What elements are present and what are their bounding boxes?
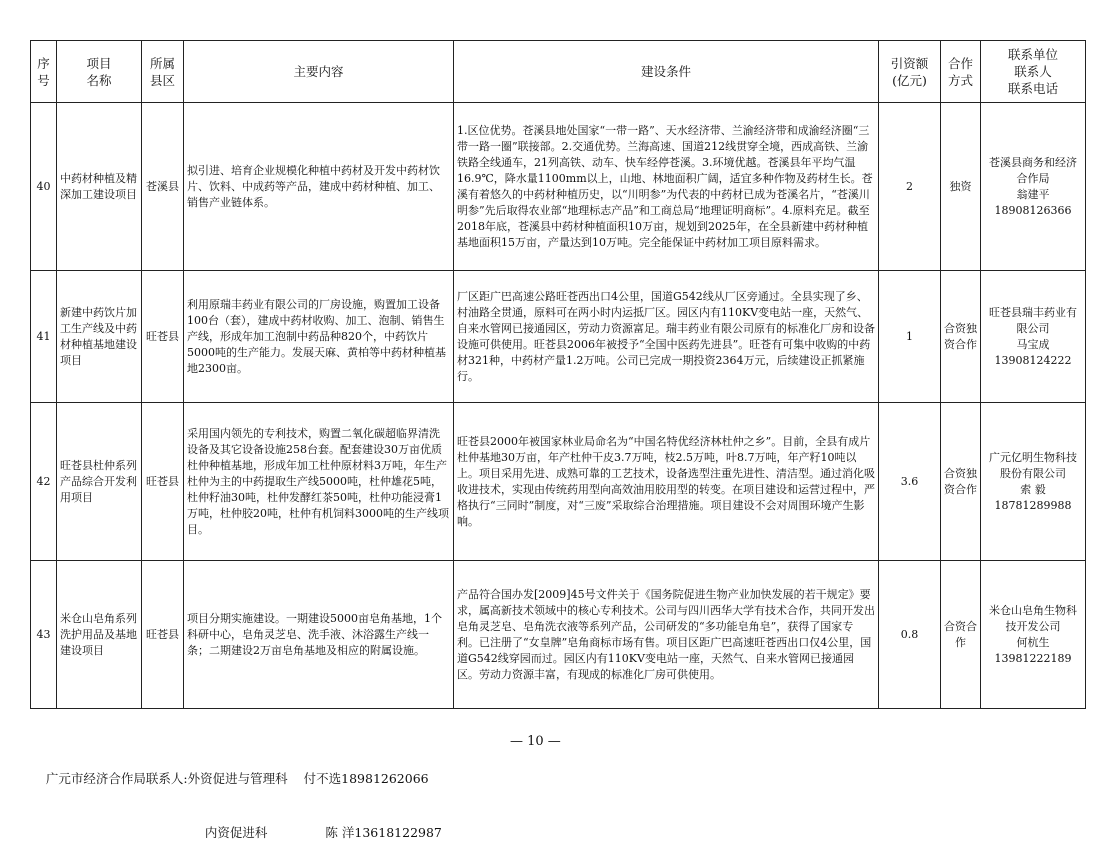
header-county: 所属 县区 (142, 41, 184, 103)
table-row (31, 271, 1086, 403)
footer-contact-domestic: 陈 洋13618122987 (325, 825, 442, 840)
table-row (31, 103, 1086, 271)
row-county: 旺苍县 (142, 403, 184, 561)
row-contact (981, 103, 1086, 271)
row-conditions: 产品符合国办发[2009]45号文件关于《国务院促进生物产业加快发展的若干规定》要求，属高新技术领域中的核心专利技术。公司与四川西华大学有技术合作，共同开发出皂角灵芝皂、皂角洗衣液等系列产品，公司研发的“多功能皂角皂”，获得了国家专利。已注册了“女皇牌”皂角商标市场有售。项目区距广巴高速旺苍西出口仅4公里，国道G542线穿园而过。园区内有110KV变电站一座，天然气、自来水管网已接通园区。劳动力资源丰富，有现成的标准化厂房可供使用。 (454, 561, 879, 709)
row-number: 41 (31, 271, 57, 403)
contact-person: 何杭生 (1016, 635, 1050, 649)
row-number: 40 (31, 103, 57, 271)
contact-unit: 米仓山皂角生物科技开发公司 (989, 603, 1077, 633)
contact-person: 马宝成 (1016, 337, 1050, 351)
footer-org-label: 广元市经济合作局联系人: (45, 771, 188, 786)
contact-phone: 13908124222 (994, 353, 1072, 367)
footer-contacts (30, 716, 442, 842)
header-cooperation-mode: 合作 方式 (941, 41, 981, 103)
contact-phone: 18781289988 (994, 498, 1072, 512)
row-number: 42 (31, 403, 57, 561)
row-contact (981, 403, 1086, 561)
row-contact (981, 271, 1086, 403)
table-row (31, 561, 1086, 709)
row-project-name: 中药材种植及精深加工建设项目 (57, 103, 142, 271)
header-project-name: 项目 名称 (57, 41, 142, 103)
row-cooperation-mode: 合资独资合作 (941, 271, 981, 403)
row-main-content: 利用原瑞丰药业有限公司的厂房设施，购置加工设备100台（套），建成中药材收购、加工、泡制、销售生产线，形成年加工泡制中药品种820个，中药饮片5000吨的生产能力。发展天麻、黄柏等中药材种植基地2300亩。 (184, 271, 454, 403)
row-county: 旺苍县 (142, 561, 184, 709)
header-conditions: 建设条件 (454, 41, 879, 103)
header-row (31, 41, 1086, 103)
row-conditions: 厂区距广巴高速公路旺苍西出口4公里，国道G542线从厂区旁通过。全县实现了乡、村油路全贯通，原料可在两小时内运抵厂区。园区内有110KV变电站一座，天然气、自来水管网已接通园区，劳动力资源富足。瑞丰药业有限公司原有的标准化厂房和设备设施可供使用。旺苍县2006年被授予“全国中医药先进县”。旺苍有可集中收购的中药材321种，中药材产量1.2万吨。公司已完成一期投资2364万元，后续建设正抓紧施行。 (454, 271, 879, 403)
header-main-content: 主要内容 (184, 41, 454, 103)
row-cooperation-mode: 合资合作 (941, 561, 981, 709)
contact-phone: 18908126366 (994, 203, 1072, 217)
contact-phone: 13981222189 (994, 651, 1072, 665)
contact-unit: 旺苍县瑞丰药业有限公司 (989, 305, 1077, 335)
row-main-content: 项目分期实施建设。一期建设5000亩皂角基地，1个科研中心，皂角灵芝皂、洗手液、沐浴露生产线一条；二期建设2万亩皂角基地及相应的附属设施。 (184, 561, 454, 709)
page-number: — 10 — (510, 734, 561, 749)
row-cooperation-mode: 独资 (941, 103, 981, 271)
contact-person: 索 毅 (1020, 482, 1046, 496)
footer-dept-foreign: 外资促进与管理科 (187, 771, 288, 786)
header-contact: 联系单位 联系人 联系电话 (981, 41, 1086, 103)
row-number: 43 (31, 561, 57, 709)
row-project-name: 米仓山皂角系列洗护用品及基地建设项目 (57, 561, 142, 709)
row-project-name: 旺苍县杜仲系列产品综合开发利用项目 (57, 403, 142, 561)
contact-unit: 广元亿明生物科技股份有限公司 (989, 450, 1077, 480)
row-main-content: 采用国内领先的专利技术，购置二氧化碳超临界清洗设备及其它设备设施258台套。配套建设30万亩优质杜仲种植基地，形成年加工杜仲原材料3万吨，年生产杜仲为主的中药提取生产线5000吨，杜仲雄花5吨，杜仲籽油30吨，杜仲发酵红茶50吨，杜仲功能浸膏1万吨，杜仲胶20吨，杜仲有机饲料3000吨的生产线项目。 (184, 403, 454, 561)
row-contact (981, 561, 1086, 709)
row-project-name: 新建中药饮片加工生产线及中药材种植基地建设项目 (57, 271, 142, 403)
row-cooperation-mode: 合资独资合作 (941, 403, 981, 561)
row-county: 旺苍县 (142, 271, 184, 403)
row-conditions: 1.区位优势。苍溪县地处国家“一带一路”、天水经济带、兰渝经济带和成渝经济圈“三带一路一圈”联接部。2.交通优势。兰海高速、国道212线贯穿全境，西成高铁、兰渝铁路全线通车，21列高铁、动车、快车经停苍溪。3.环境优越。苍溪县年平均气温16.9℃，降水量1100mm以上，山地、林地面积广阔，适宜多种作物及药材生长。苍溪有着悠久的中药材种植历史，以“川明参”为代表的中药材已成为苍溪名片，“苍溪川明参”先后取得农业部“地理标志产品”和工商总局“地理证明商标”。4.原料充足。截至2018年底，苍溪县中药材种植面积10万亩，规划到2025年，在全县新建中药材种植基地面积15万亩，产量达到10万吨。完全能保证中药材加工项目原料需求。 (454, 103, 879, 271)
header-number: 序 号 (31, 41, 57, 103)
footer-dept-domestic: 内资促进科 (204, 825, 268, 840)
table-row (31, 403, 1086, 561)
row-investment: 2 (879, 103, 941, 271)
contact-unit: 苍溪县商务和经济合作局 (989, 155, 1077, 185)
row-county: 苍溪县 (142, 103, 184, 271)
row-investment: 3.6 (879, 403, 941, 561)
header-investment: 引资额 (亿元) (879, 41, 941, 103)
project-table (30, 40, 1086, 709)
footer-contact-foreign: 付不选18981262066 (303, 771, 429, 786)
contact-person: 翁建平 (1016, 187, 1050, 201)
row-main-content: 拟引进、培育企业规模化种植中药材及开发中药材饮片、饮料、中成药等产品，建成中药材种植、加工、销售产业链体系。 (184, 103, 454, 271)
row-conditions: 旺苍县2000年被国家林业局命名为“中国名特优经济林杜仲之乡”。目前，全县有成片杜仲基地30万亩，年产杜仲干皮3.7万吨，枝2.5万吨，叶8.7万吨，年产籽10吨以上。项目采用先进、成熟可靠的工艺技术，设备选型注重先进性、清洁型。通过消化吸收进技术，实现由传统药用型向高效油用胶用型的转变。在项目建设和运营过程中，严格执行“三同时”制度，对“三废”采取综合治理措施。项目建设不会对周围环境产生影响。 (454, 403, 879, 561)
row-investment: 1 (879, 271, 941, 403)
row-investment: 0.8 (879, 561, 941, 709)
